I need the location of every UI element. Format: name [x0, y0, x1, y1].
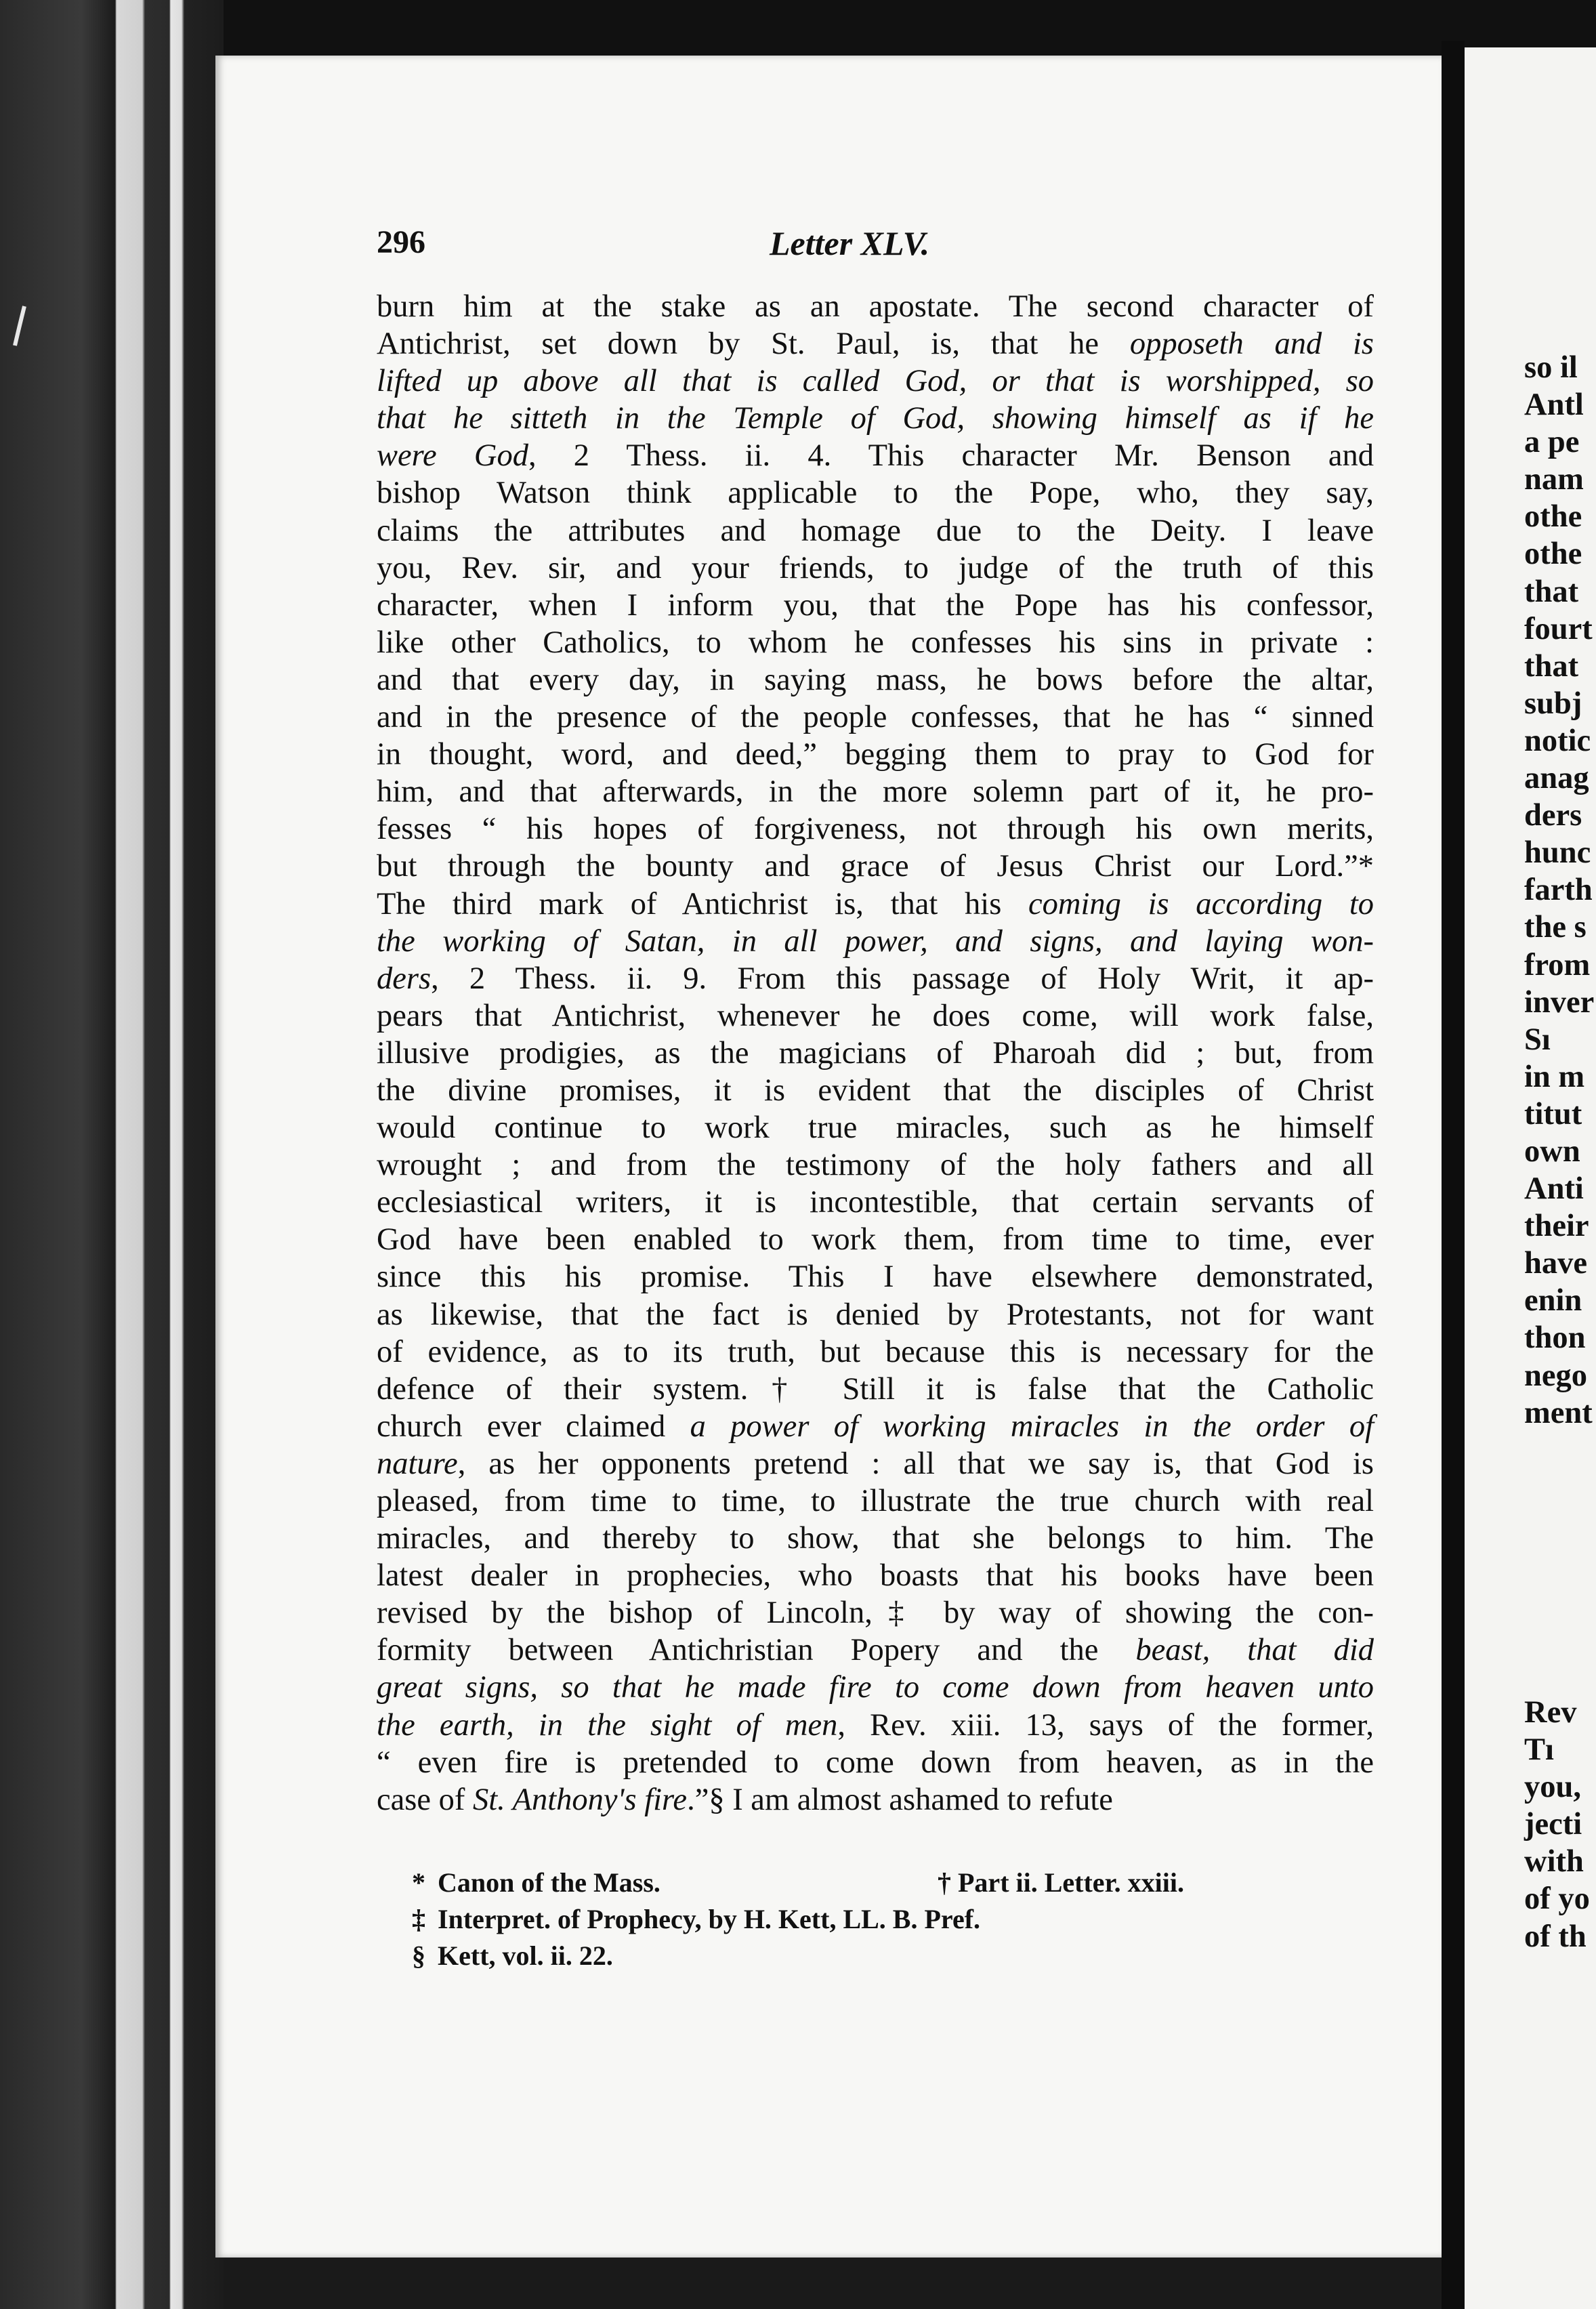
next-page-fragment: thon: [1524, 1320, 1586, 1356]
footnotes: [377, 1865, 1374, 1974]
text-line: formity between Antichristian Popery and the beast, that did: [377, 1633, 1374, 1668]
footnote-mark: *: [412, 1867, 425, 1898]
text-line: illusive prodigies, as the magicians of Pharoah did ; but, from: [377, 1035, 1374, 1070]
next-page-fragment: own: [1524, 1133, 1580, 1169]
next-page-fragment: have: [1524, 1246, 1587, 1281]
text-line: you, Rev. sir, and your friends, to judge of the truth of this: [377, 550, 1374, 585]
next-page-text-bottom: [1524, 1694, 1590, 1955]
text-line: “ even fire is pretended to come down from heaven, as in the: [377, 1745, 1374, 1780]
body-text: [377, 288, 1374, 1818]
next-page-fragment: nego: [1524, 1358, 1587, 1393]
text-line: church ever claimed a power of working miracles in the order of: [377, 1409, 1374, 1444]
next-page-fragment: Antl: [1524, 388, 1584, 423]
next-page-fragment: you,: [1524, 1770, 1581, 1805]
next-page-fragment: Anti: [1524, 1171, 1584, 1207]
text-line: bishop Watson think applicable to the Pope, who, they say,: [377, 476, 1374, 511]
text-line: revised by the bishop of Lincoln,‡ by way of showing the con-: [377, 1596, 1374, 1631]
top-shadow: [0, 0, 1596, 61]
italic-phrase: beast, that did: [1135, 1633, 1374, 1668]
footnote-text: Kett, vol. ii. 22.: [438, 1940, 613, 1971]
text-line: God have been enabled to work them, from time to time, ever: [377, 1222, 1374, 1257]
stray-ink-mark: [9, 304, 30, 351]
text-line: latest dealer in prophecies, who boasts that his books have been: [377, 1558, 1374, 1594]
text-line: pleased, from time to time, to illustrate the true church with real: [377, 1484, 1374, 1518]
next-page-text-top: [1524, 349, 1594, 1432]
next-page-fragment: othe: [1524, 499, 1582, 535]
text-line: and that every day, in saying mass, he bows before the altar,: [377, 662, 1374, 697]
text-line: [377, 1669, 1374, 1706]
next-page-fragment: in m: [1524, 1059, 1585, 1094]
text-line: [377, 400, 1374, 437]
text-line: would continue to work true miracles, such as he himself: [377, 1110, 1374, 1146]
text-line: Antichrist, set down by St. Paul, is, that he opposeth and is: [377, 327, 1374, 362]
text-line: [377, 362, 1374, 400]
text-line: case of St. Anthony's fire.”§ I am almost ashamed to refute: [377, 1782, 1113, 1817]
text-line: pears that Antichrist, whenever he does come, will work false,: [377, 998, 1374, 1033]
text-line: ecclesiastical writers, it is incontestible, that certain servants of: [377, 1185, 1374, 1220]
next-page-fragment: othe: [1524, 537, 1582, 572]
text-line: character, when I inform you, that the Pope has his confessor,: [377, 587, 1374, 623]
next-page-fragment: hunc: [1524, 835, 1591, 871]
text-line: nature, as her opponents pretend : all that we say is, that God is: [377, 1446, 1374, 1481]
text-line: the earth, in the sight of men, Rev. xiii. 13, says of the former,: [377, 1707, 1374, 1743]
text-line: like other Catholics, to whom he confesses his sins in private :: [377, 625, 1374, 660]
text-line: but through the bounty and grace of Jesus Christ our Lord.”*: [377, 849, 1374, 884]
text-line: as likewise, that the fact is denied by Protestants, not for want: [377, 1297, 1374, 1332]
text-line: miracles, and thereby to show, that she belongs to him. The: [377, 1521, 1374, 1556]
book-binding: [0, 0, 224, 2309]
text-line: were God, 2 Thess. ii. 4. This character Mr. Benson and: [377, 438, 1374, 474]
italic-phrase: St. Anthony's fire: [473, 1782, 688, 1817]
italic-phrase: coming is according to: [1028, 886, 1374, 921]
next-page-fragment: of yo: [1524, 1881, 1590, 1917]
italic-phrase: lifted up above all that is called God, or that is worshipped, so: [377, 364, 1374, 399]
next-page-fragment: that: [1524, 574, 1579, 609]
italic-phrase: nature: [377, 1446, 458, 1481]
next-page-fragment: from: [1524, 947, 1591, 982]
footnote-mark: ‡: [412, 1904, 425, 1934]
text-line: burn him at the stake as an apostate. The second character of: [377, 289, 1374, 324]
next-page-fragment: their: [1524, 1209, 1589, 1244]
text-line: wrought ; and from the testimony of the holy fathers and all: [377, 1148, 1374, 1183]
next-page-fragment: with: [1524, 1844, 1584, 1879]
text-line: the divine promises, it is evident that the disciples of Christ: [377, 1073, 1374, 1108]
text-line: of evidence, as to its truth, but because this is necessary for the: [377, 1334, 1374, 1369]
text-line: ders, 2 Thess. ii. 9. From this passage of Holy Writ, it ap-: [377, 961, 1374, 996]
next-page-fragment: farth: [1524, 873, 1593, 908]
text-line: claims the attributes and homage due to the Deity. I leave: [377, 513, 1374, 548]
italic-phrase: that he sitteth in the Temple of God, showing himself as if he: [377, 401, 1374, 436]
italic-phrase: were God: [377, 438, 528, 474]
next-page-fragment: so il: [1524, 350, 1578, 385]
italic-phrase: opposeth and is: [1129, 327, 1374, 362]
next-page-fragment: nam: [1524, 462, 1584, 497]
page-gutter: [1442, 41, 1465, 2309]
footnote-mark: §: [412, 1940, 425, 1971]
text-line: him, and that afterwards, in the more solemn part of it, he pro-: [377, 774, 1374, 810]
text-line: since this his promise. This I have elsewhere demonstrated,: [377, 1260, 1374, 1295]
next-page-fragment: a pe: [1524, 425, 1580, 460]
next-page-fragment: titut: [1524, 1096, 1582, 1131]
italic-phrase: the working of Satan, in all power, and signs, and laying won-: [377, 923, 1374, 959]
next-page-fragment: anag: [1524, 761, 1589, 796]
next-page-fragment: jecti: [1524, 1807, 1582, 1842]
italic-phrase: a power of working miracles in the order of: [690, 1409, 1374, 1444]
footnote-row: [377, 1865, 1374, 1901]
text-line: defence of their system.† Still it is false that the Catholic: [377, 1371, 1374, 1407]
italic-phrase: the earth, in the sight of men: [377, 1707, 838, 1743]
text-line: [377, 923, 1374, 960]
next-page-fragment: Sı: [1524, 1022, 1551, 1057]
text-line: fesses “ his hopes of forgiveness, not through his own merits,: [377, 812, 1374, 847]
footnote-text: Canon of the Mass.: [438, 1867, 660, 1898]
running-title: Letter XLV.: [770, 224, 930, 262]
text-line: and in the presence of the people confesses, that he has “ sinned: [377, 700, 1374, 735]
next-page-fragment: inver: [1524, 984, 1595, 1020]
footnote-row: [377, 1901, 1374, 1938]
next-page-fragment: Rev: [1524, 1695, 1577, 1730]
next-page-fragment: ment: [1524, 1395, 1593, 1430]
footnote-text: Interpret. of Prophecy, by H. Kett, LL. B. Pref.: [438, 1904, 981, 1934]
next-page-fragment: that: [1524, 648, 1579, 684]
page-number: 296: [377, 224, 425, 260]
next-page-fragment: enin: [1524, 1283, 1582, 1318]
text-line: The third mark of Antichrist is, that his coming is according to: [377, 886, 1374, 921]
next-page-fragment: subj: [1524, 686, 1582, 721]
footnote-text: † Part ii. Letter. xxiii.: [938, 1867, 1184, 1898]
next-page-fragment: notic: [1524, 723, 1591, 758]
italic-phrase: great signs, so that he made fire to come down from heaven unto: [377, 1670, 1374, 1705]
page-header: [377, 224, 1372, 278]
text-line: in thought, word, and deed,” begging them to pray to God for: [377, 737, 1374, 772]
next-page-fragment: of th: [1524, 1919, 1587, 1954]
next-page-edge: [1465, 47, 1596, 2309]
footnote-row: [377, 1938, 1374, 1974]
next-page-fragment: the s: [1524, 910, 1587, 945]
next-page-fragment: fourt: [1524, 611, 1593, 646]
next-page-fragment: Tı: [1524, 1732, 1554, 1768]
italic-phrase: ders: [377, 961, 432, 996]
next-page-fragment: ders: [1524, 798, 1582, 833]
